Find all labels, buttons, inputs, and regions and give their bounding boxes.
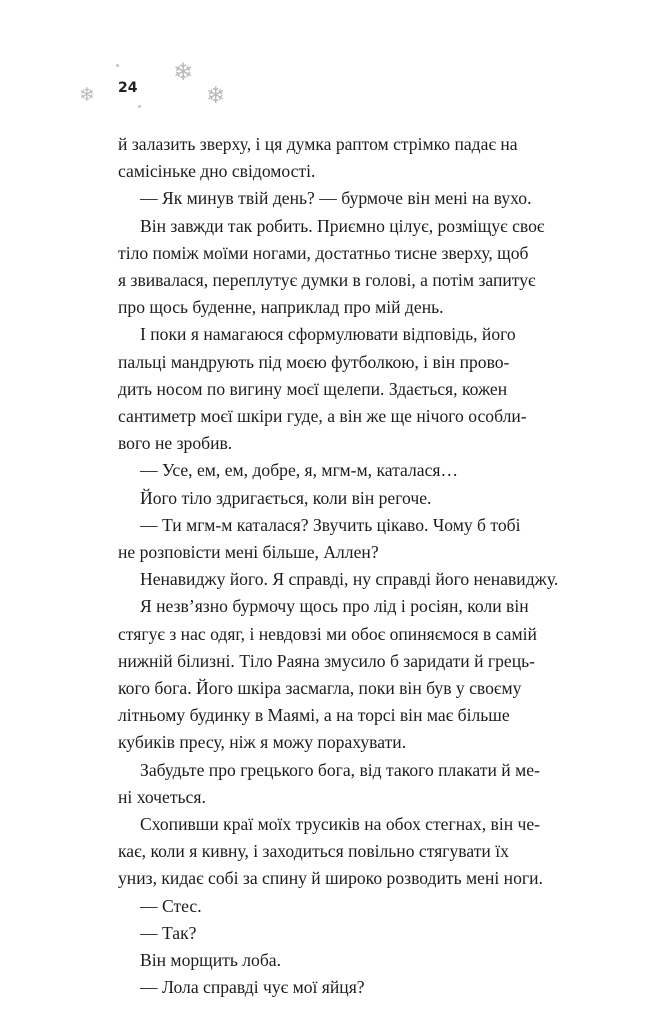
text-line: вого не зробив. <box>118 433 233 454</box>
text-line: Він морщить лоба. <box>140 950 281 971</box>
text-line: сантиметр моєї шкіри гуде, а він же ще нічого особли- <box>118 406 527 427</box>
text-line: ні хочеться. <box>118 786 206 807</box>
text-line: — Усе, ем, ем, добре, я, мгм-м, каталася… <box>140 460 459 481</box>
text-line: Він завжди так робить. Приємно цілує, розміщує своє <box>140 215 545 236</box>
body-text <box>118 131 570 1002</box>
text-line: про щось буденне, наприклад про мій день. <box>118 297 444 318</box>
text-line: — Стес. <box>140 895 202 916</box>
text-line: стягує з нас одяг, і невдовзі ми обоє опиняємося в самій <box>118 623 537 644</box>
text-line: дить носом по вигину моєї щелепи. Здається, кожен <box>118 378 508 399</box>
text-line: нижній білизні. Тіло Раяна змусило б заридати й грець- <box>118 650 536 671</box>
text-line: — Ти мгм-м каталася? Звучить цікаво. Чому б тобі <box>140 514 521 535</box>
text-line: кого бога. Його шкіра засмагла, поки він був у своєму <box>118 678 522 699</box>
text-line: Забудьте про грецького бога, від такого плакати й ме- <box>140 759 540 780</box>
text-line: я звивалася, переплутує думки в голові, а потім запитує <box>118 270 536 291</box>
text-line: униз, кидає собі за спину й широко розводить мені ноги. <box>118 868 543 889</box>
text-line: кубиків пресу, ніж я можу порахувати. <box>118 732 407 753</box>
paragraph <box>118 757 570 811</box>
paragraph <box>118 811 570 893</box>
snow-dot <box>138 105 141 108</box>
snowflake-icon: ❄ <box>206 83 226 109</box>
text-line: Ненавиджу його. Я справді, ну справді його ненавиджу. <box>140 569 559 590</box>
paragraph <box>118 213 570 322</box>
paragraph <box>118 131 570 185</box>
paragraph <box>118 893 570 920</box>
paragraph <box>118 485 570 512</box>
text-line: літньому будинку в Маямі, а на торсі він має більше <box>118 705 510 726</box>
text-line: тіло поміж моїми ногами, достатньо тисне зверху, щоб <box>118 242 529 263</box>
page-number: 24 <box>118 80 138 96</box>
snowflake-icon: ❄ <box>79 84 95 106</box>
paragraph <box>118 566 570 593</box>
text-line: — Як минув твій день? — бурмоче він мені на вухо. <box>140 188 532 209</box>
paragraph <box>118 457 570 484</box>
paragraph <box>118 185 570 212</box>
snowflake-icon: ❄ <box>173 58 194 86</box>
paragraph <box>118 593 570 756</box>
text-line: Його тіло здригається, коли він регоче. <box>140 487 432 508</box>
paragraph <box>118 947 570 974</box>
text-line: Я незв’язно бурмочу щось про лід і росіян, коли він <box>140 596 529 617</box>
text-line: самісіньке дно свідомості. <box>118 161 316 182</box>
text-line: й залазить зверху, і ця думка раптом стрімко падає на <box>118 134 518 154</box>
paragraph <box>118 920 570 947</box>
paragraph <box>118 512 570 566</box>
text-line: Схопивши краї моїх трусиків на обох стегнах, він че- <box>140 814 541 835</box>
paragraph <box>118 974 570 1001</box>
text-line: — Так? <box>140 922 197 943</box>
text-line: І поки я намагаюся сформулювати відповідь, його <box>140 324 516 345</box>
text-line: — Лола справді чує мої яйця? <box>140 977 365 998</box>
snow-dot <box>116 64 119 67</box>
text-line: кає, коли я кивну, і заходиться повільно стягувати їх <box>118 841 509 862</box>
text-line: пальці мандрують під моєю футболкою, і він прово- <box>118 351 510 372</box>
paragraph <box>118 321 570 457</box>
text-line: не розповісти мені більше, Аллен? <box>118 542 379 563</box>
